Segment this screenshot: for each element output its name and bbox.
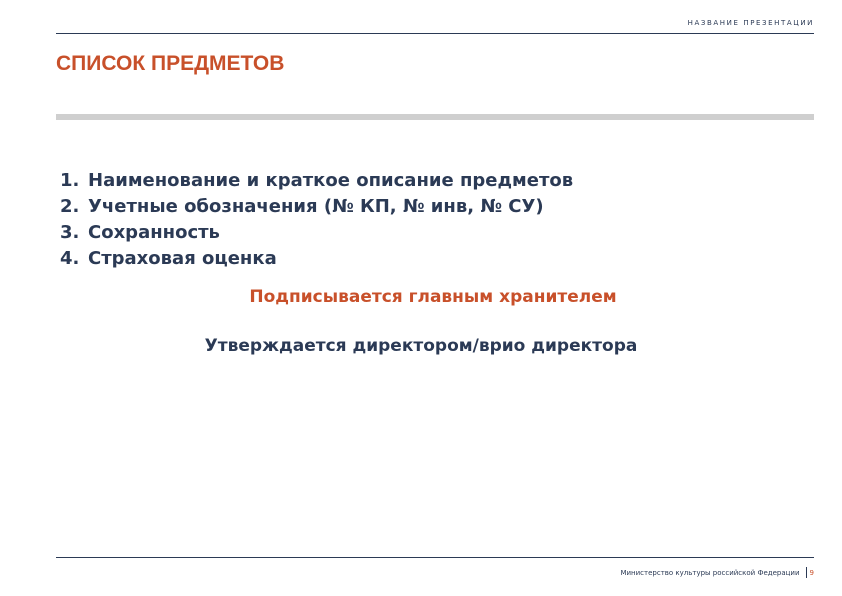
- approved-by-note: Утверждается директором/врио директора: [204, 336, 638, 356]
- list-item: [60, 168, 573, 194]
- bottom-divider: [56, 557, 814, 558]
- list-item-text: Страховая оценка: [88, 248, 277, 269]
- list-item-number: 1.: [60, 170, 80, 191]
- list-item-text: Сохранность: [88, 222, 220, 243]
- slide-title: СПИСОК ПРЕДМЕТОВ: [56, 52, 285, 75]
- list-item-number: 3.: [60, 222, 80, 243]
- list-item-number: 2.: [60, 196, 80, 217]
- list-item-text: Наименование и краткое описание предметов: [88, 170, 574, 191]
- presentation-name-label: НАЗВАНИЕ ПРЕЗЕНТАЦИИ: [687, 19, 814, 27]
- footer: [620, 567, 814, 578]
- title-underline-bar: [56, 114, 814, 120]
- list-item-text: Учетные обозначения (№ КП, № инв, № СУ): [88, 196, 544, 217]
- items-list: [60, 168, 573, 272]
- top-divider: [56, 33, 814, 34]
- list-item: [60, 220, 573, 246]
- page-number: 9: [809, 568, 814, 577]
- list-item: [60, 246, 573, 272]
- footer-separator: [806, 567, 807, 578]
- footer-organization: Министерство культуры российской Федерации: [620, 568, 800, 577]
- list-item-number: 4.: [60, 248, 80, 269]
- signed-by-note: Подписывается главным хранителем: [249, 287, 617, 307]
- list-item: [60, 194, 573, 220]
